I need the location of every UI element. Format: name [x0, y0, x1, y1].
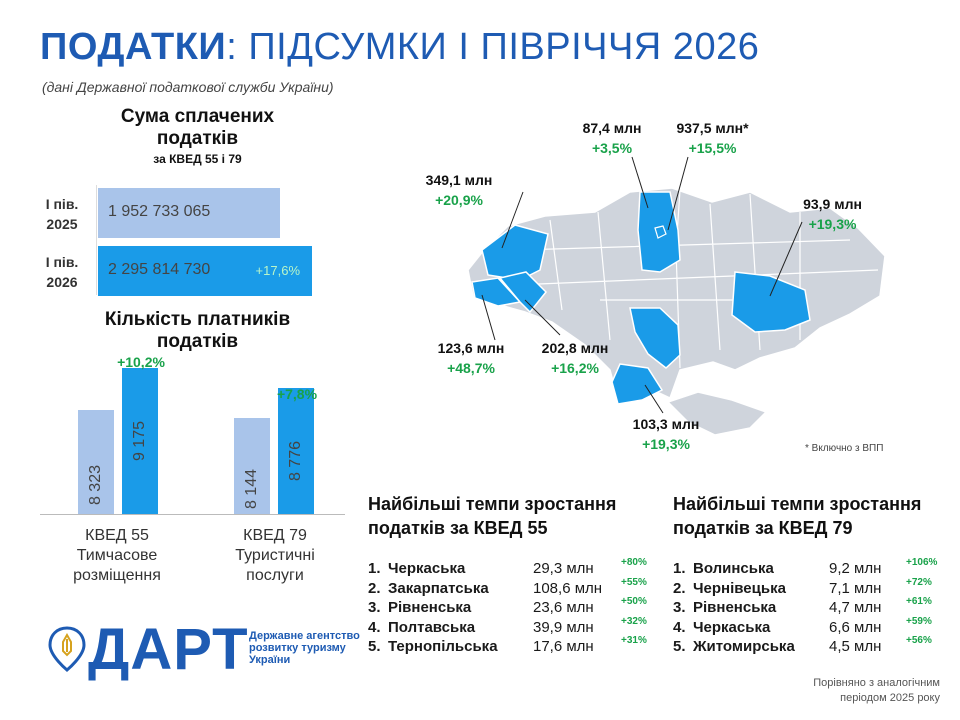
kved79-table: [673, 557, 948, 658]
dart-logo-text: ДАРТ: [88, 617, 249, 682]
row-label-2026: І пів. 2026: [45, 254, 79, 290]
table-row: 5. Житомирська 4,5 млн +56%: [673, 635, 932, 655]
growth-kved55: +10,2%: [117, 354, 165, 370]
table-row: 1. Черкаська 29,3 млн +80%: [368, 557, 647, 577]
table-row: 3. Рівненська 4,7 млн +61%: [673, 596, 932, 616]
bar-2025: [98, 188, 280, 238]
dart-logo-pin-icon: [48, 626, 86, 672]
payers-title: Кількість платників податків: [104, 309, 291, 352]
table-row: 4. Черкаська 6,6 млн +59%: [673, 615, 932, 636]
value-kved79-2026: 8 776: [287, 440, 304, 482]
table-row: 2. Чернівецька 7,1 млн +72%: [673, 576, 932, 597]
category-kved55: КВЕД 55 Тимчасове розміщення: [73, 527, 161, 584]
growth-kved79: +7,8%: [276, 386, 318, 402]
map-label-zakarpattia: 123,6 млн +48,7%: [437, 340, 505, 376]
value-kved55-2025: 8 323: [87, 464, 104, 506]
map-label-kyiv: 937,5 млн* +15,5%: [676, 120, 749, 156]
map-label-ivano-frankivsk: 202,8 млн +16,2%: [541, 340, 609, 376]
kved79-table-title: Найбільші темпи зростання податків за КВЕД 79: [673, 494, 922, 538]
kved55-table: [368, 557, 660, 658]
map-label-odesa: 103,3 млн +19,3%: [632, 416, 700, 452]
table-row: 2. Закарпатська 108,6 млн +55%: [368, 576, 647, 597]
table-row: 5. Тернопільська 17,6 млн +31%: [368, 635, 647, 655]
category-kved79: КВЕД 79 Туристичні послуги: [235, 527, 315, 584]
taxes-sum-title: Сума сплачених податків: [120, 106, 275, 149]
table-row: 4. Полтавська 39,9 млн +32%: [368, 615, 647, 636]
table-row: 1. Волинська 9,2 млн +106%: [673, 557, 938, 577]
page-title: ПОДАТКИ: ПІДСУМКИ І ПІВРІЧЧЯ 2026: [40, 26, 760, 68]
bar-value-2025: 1 952 733 065: [108, 203, 211, 220]
map-label-zhytomyr: 87,4 млн +3,5%: [582, 120, 642, 156]
taxes-sum-subtitle: за КВЕД 55 і 79: [153, 152, 242, 166]
agency-name: Державне агентство розвитку туризму України: [249, 630, 360, 666]
row-label-2025: І пів. 2025: [45, 196, 79, 232]
map-region-volyn: [482, 225, 548, 280]
bar-growth-2026: +17,6%: [255, 263, 300, 278]
bar-2026: [98, 246, 312, 296]
page-subtitle: (дані Державної податкової служби України): [42, 79, 334, 95]
taxes-axis-line: [96, 185, 97, 295]
table-row: 3. Рівненська 23,6 млн +50%: [368, 596, 647, 616]
kved55-table-title: Найбільші темпи зростання податків за КВЕД 55: [368, 494, 617, 538]
map-footnote: * Включно з ВПП: [805, 443, 884, 454]
comparison-note: Порівняно з аналогічним періодом 2025 року: [813, 677, 940, 704]
value-kved79-2025: 8 144: [243, 468, 260, 510]
map-label-volyn: 349,1 млн +20,9%: [425, 172, 493, 208]
map-label-dnipro: 93,9 млн +19,3%: [803, 196, 862, 232]
payers-baseline: [40, 514, 345, 515]
value-kved55-2026: 9 175: [131, 420, 148, 462]
bar-value-2026: 2 295 814 730: [108, 261, 211, 278]
